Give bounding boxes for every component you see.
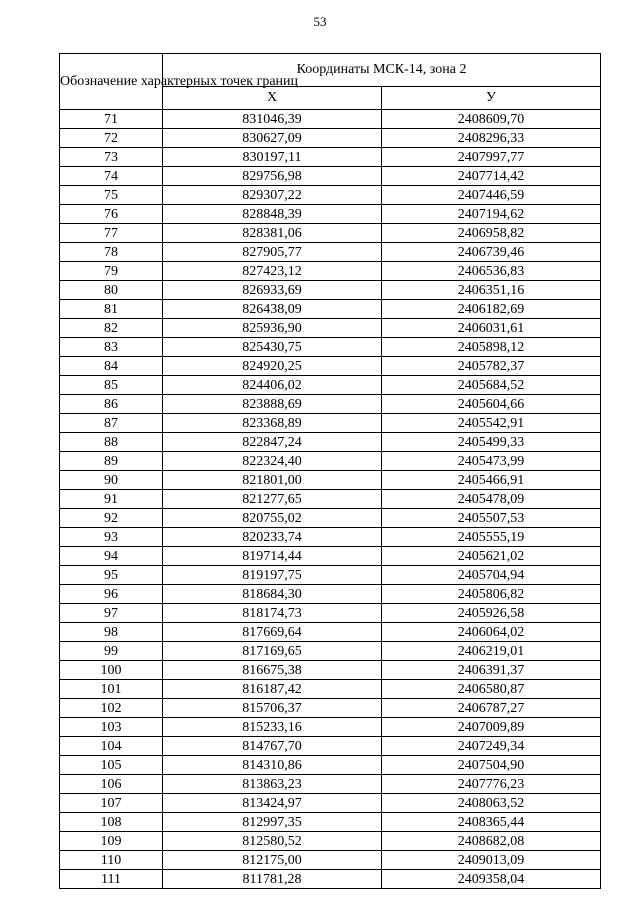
- y-coordinate-cell: 2405926,58: [382, 604, 601, 623]
- table-row: [60, 680, 601, 699]
- point-number-cell: 105: [60, 756, 163, 775]
- x-coordinate-cell: 820755,02: [163, 509, 382, 528]
- point-number-cell: 74: [60, 167, 163, 186]
- point-number-cell: 107: [60, 794, 163, 813]
- point-number-cell: 84: [60, 357, 163, 376]
- x-coordinate-cell: 826438,09: [163, 300, 382, 319]
- y-coordinate-cell: 2405621,02: [382, 547, 601, 566]
- table-row: [60, 167, 601, 186]
- x-coordinate-cell: 816187,42: [163, 680, 382, 699]
- table-row: [60, 813, 601, 832]
- x-coordinate-cell: 813424,97: [163, 794, 382, 813]
- point-number-cell: 111: [60, 870, 163, 889]
- y-coordinate-cell: 2406182,69: [382, 300, 601, 319]
- table-row: [60, 205, 601, 224]
- y-coordinate-cell: 2405898,12: [382, 338, 601, 357]
- table-row: [60, 243, 601, 262]
- table-row: [60, 357, 601, 376]
- y-coordinate-cell: 2407714,42: [382, 167, 601, 186]
- table-row: [60, 224, 601, 243]
- point-number-cell: 79: [60, 262, 163, 281]
- y-coordinate-cell: 2405478,09: [382, 490, 601, 509]
- point-number-cell: 88: [60, 433, 163, 452]
- table-row: [60, 566, 601, 585]
- table-row: [60, 718, 601, 737]
- point-number-cell: 108: [60, 813, 163, 832]
- point-number-cell: 91: [60, 490, 163, 509]
- point-designation-header: Обозначение характерных точек границ: [60, 54, 163, 110]
- point-number-cell: 99: [60, 642, 163, 661]
- x-column-header: X: [163, 87, 382, 110]
- y-coordinate-cell: 2408063,52: [382, 794, 601, 813]
- table-row: [60, 490, 601, 509]
- y-coordinate-cell: 2408682,08: [382, 832, 601, 851]
- point-number-cell: 102: [60, 699, 163, 718]
- point-number-cell: 96: [60, 585, 163, 604]
- table-row: [60, 623, 601, 642]
- y-coordinate-cell: 2406031,61: [382, 319, 601, 338]
- y-coordinate-cell: 2406391,37: [382, 661, 601, 680]
- table-row: [60, 376, 601, 395]
- x-coordinate-cell: 818174,73: [163, 604, 382, 623]
- x-coordinate-cell: 824406,02: [163, 376, 382, 395]
- y-coordinate-cell: 2405604,66: [382, 395, 601, 414]
- point-number-cell: 109: [60, 832, 163, 851]
- x-coordinate-cell: 829307,22: [163, 186, 382, 205]
- point-number-cell: 101: [60, 680, 163, 699]
- point-number-cell: 86: [60, 395, 163, 414]
- x-coordinate-cell: 818684,30: [163, 585, 382, 604]
- x-coordinate-cell: 814310,86: [163, 756, 382, 775]
- page-number: 53: [313, 14, 327, 29]
- x-coordinate-cell: 824920,25: [163, 357, 382, 376]
- y-coordinate-cell: 2406580,87: [382, 680, 601, 699]
- y-coordinate-cell: 2405806,82: [382, 585, 601, 604]
- x-coordinate-cell: 817669,64: [163, 623, 382, 642]
- x-coordinate-cell: 823368,89: [163, 414, 382, 433]
- point-number-cell: 90: [60, 471, 163, 490]
- table-row: [60, 452, 601, 471]
- point-number-cell: 73: [60, 148, 163, 167]
- x-coordinate-cell: 826933,69: [163, 281, 382, 300]
- table-row: [60, 794, 601, 813]
- x-coordinate-cell: 828848,39: [163, 205, 382, 224]
- point-number-cell: 110: [60, 851, 163, 870]
- point-number-cell: 104: [60, 737, 163, 756]
- table-row: [60, 870, 601, 889]
- y-coordinate-cell: 2405704,94: [382, 566, 601, 585]
- x-coordinate-cell: 829756,98: [163, 167, 382, 186]
- y-coordinate-cell: 2408609,70: [382, 110, 601, 129]
- table-row: [60, 737, 601, 756]
- y-coordinate-cell: 2406958,82: [382, 224, 601, 243]
- point-number-cell: 76: [60, 205, 163, 224]
- x-coordinate-cell: 825430,75: [163, 338, 382, 357]
- y-coordinate-cell: 2409358,04: [382, 870, 601, 889]
- table-row: [60, 604, 601, 623]
- point-number-cell: 92: [60, 509, 163, 528]
- table-row: [60, 642, 601, 661]
- y-coordinate-cell: 2407997,77: [382, 148, 601, 167]
- table-row: [60, 509, 601, 528]
- x-coordinate-cell: 817169,65: [163, 642, 382, 661]
- x-coordinate-cell: 830627,09: [163, 129, 382, 148]
- coordinates-table: [59, 53, 601, 889]
- table-row: [60, 471, 601, 490]
- point-number-cell: 97: [60, 604, 163, 623]
- x-coordinate-cell: 827423,12: [163, 262, 382, 281]
- table-row: [60, 585, 601, 604]
- table-row: [60, 528, 601, 547]
- point-number-cell: 93: [60, 528, 163, 547]
- point-number-cell: 85: [60, 376, 163, 395]
- x-coordinate-cell: 819714,44: [163, 547, 382, 566]
- point-number-cell: 81: [60, 300, 163, 319]
- x-coordinate-cell: 812580,52: [163, 832, 382, 851]
- y-coordinate-cell: 2406739,46: [382, 243, 601, 262]
- point-number-cell: 89: [60, 452, 163, 471]
- y-coordinate-cell: 2406219,01: [382, 642, 601, 661]
- y-coordinate-cell: 2406536,83: [382, 262, 601, 281]
- y-coordinate-cell: 2408296,33: [382, 129, 601, 148]
- x-coordinate-cell: 823888,69: [163, 395, 382, 414]
- y-coordinate-cell: 2406351,16: [382, 281, 601, 300]
- x-coordinate-cell: 812997,35: [163, 813, 382, 832]
- table-row: [60, 832, 601, 851]
- y-column-header: У: [382, 87, 601, 110]
- x-coordinate-cell: 813863,23: [163, 775, 382, 794]
- y-coordinate-cell: 2405555,19: [382, 528, 601, 547]
- point-number-cell: 100: [60, 661, 163, 680]
- x-coordinate-cell: 816675,38: [163, 661, 382, 680]
- y-coordinate-cell: 2409013,09: [382, 851, 601, 870]
- table-body: [60, 110, 601, 889]
- x-coordinate-cell: 821801,00: [163, 471, 382, 490]
- x-coordinate-cell: 827905,77: [163, 243, 382, 262]
- point-number-cell: 78: [60, 243, 163, 262]
- point-number-cell: 80: [60, 281, 163, 300]
- x-coordinate-cell: 830197,11: [163, 148, 382, 167]
- point-number-cell: 98: [60, 623, 163, 642]
- table-row: [60, 699, 601, 718]
- y-coordinate-cell: 2407249,34: [382, 737, 601, 756]
- point-number-cell: 106: [60, 775, 163, 794]
- x-coordinate-cell: 815706,37: [163, 699, 382, 718]
- x-coordinate-cell: 815233,16: [163, 718, 382, 737]
- table-row: [60, 433, 601, 452]
- x-coordinate-cell: 831046,39: [163, 110, 382, 129]
- point-number-cell: 72: [60, 129, 163, 148]
- table-row: [60, 414, 601, 433]
- x-coordinate-cell: 821277,65: [163, 490, 382, 509]
- x-coordinate-cell: 819197,75: [163, 566, 382, 585]
- point-number-cell: 94: [60, 547, 163, 566]
- table-row: [60, 756, 601, 775]
- table-header: [60, 54, 601, 110]
- table-row: [60, 148, 601, 167]
- point-number-cell: 75: [60, 186, 163, 205]
- point-number-cell: 103: [60, 718, 163, 737]
- y-coordinate-cell: 2406787,27: [382, 699, 601, 718]
- point-number-cell: 87: [60, 414, 163, 433]
- y-coordinate-cell: 2405499,33: [382, 433, 601, 452]
- x-coordinate-cell: 828381,06: [163, 224, 382, 243]
- x-coordinate-cell: 820233,74: [163, 528, 382, 547]
- x-coordinate-cell: 811781,28: [163, 870, 382, 889]
- point-number-cell: 77: [60, 224, 163, 243]
- table-row: [60, 262, 601, 281]
- table-row: [60, 186, 601, 205]
- point-number-cell: 95: [60, 566, 163, 585]
- y-coordinate-cell: 2407776,23: [382, 775, 601, 794]
- y-coordinate-cell: 2407446,59: [382, 186, 601, 205]
- y-coordinate-cell: 2408365,44: [382, 813, 601, 832]
- point-number-cell: 82: [60, 319, 163, 338]
- table-row: [60, 319, 601, 338]
- x-coordinate-cell: 825936,90: [163, 319, 382, 338]
- table-row: [60, 338, 601, 357]
- x-coordinate-cell: 812175,00: [163, 851, 382, 870]
- x-coordinate-cell: 822324,40: [163, 452, 382, 471]
- y-coordinate-cell: 2407009,89: [382, 718, 601, 737]
- y-coordinate-cell: 2405782,37: [382, 357, 601, 376]
- table-row: [60, 851, 601, 870]
- point-number-cell: 83: [60, 338, 163, 357]
- coordinate-system-header: Координаты МСК-14, зона 2: [163, 54, 601, 87]
- y-coordinate-cell: 2407194,62: [382, 205, 601, 224]
- table-row: [60, 775, 601, 794]
- table-row: [60, 281, 601, 300]
- y-coordinate-cell: 2405507,53: [382, 509, 601, 528]
- x-coordinate-cell: 822847,24: [163, 433, 382, 452]
- y-coordinate-cell: 2405473,99: [382, 452, 601, 471]
- point-number-cell: 71: [60, 110, 163, 129]
- table-row: [60, 300, 601, 319]
- y-coordinate-cell: 2406064,02: [382, 623, 601, 642]
- y-coordinate-cell: 2405684,52: [382, 376, 601, 395]
- x-coordinate-cell: 814767,70: [163, 737, 382, 756]
- y-coordinate-cell: 2407504,90: [382, 756, 601, 775]
- y-coordinate-cell: 2405466,91: [382, 471, 601, 490]
- table-row: [60, 129, 601, 148]
- y-coordinate-cell: 2405542,91: [382, 414, 601, 433]
- table-row: [60, 661, 601, 680]
- table-row: [60, 547, 601, 566]
- table-row: [60, 395, 601, 414]
- table-row: [60, 110, 601, 129]
